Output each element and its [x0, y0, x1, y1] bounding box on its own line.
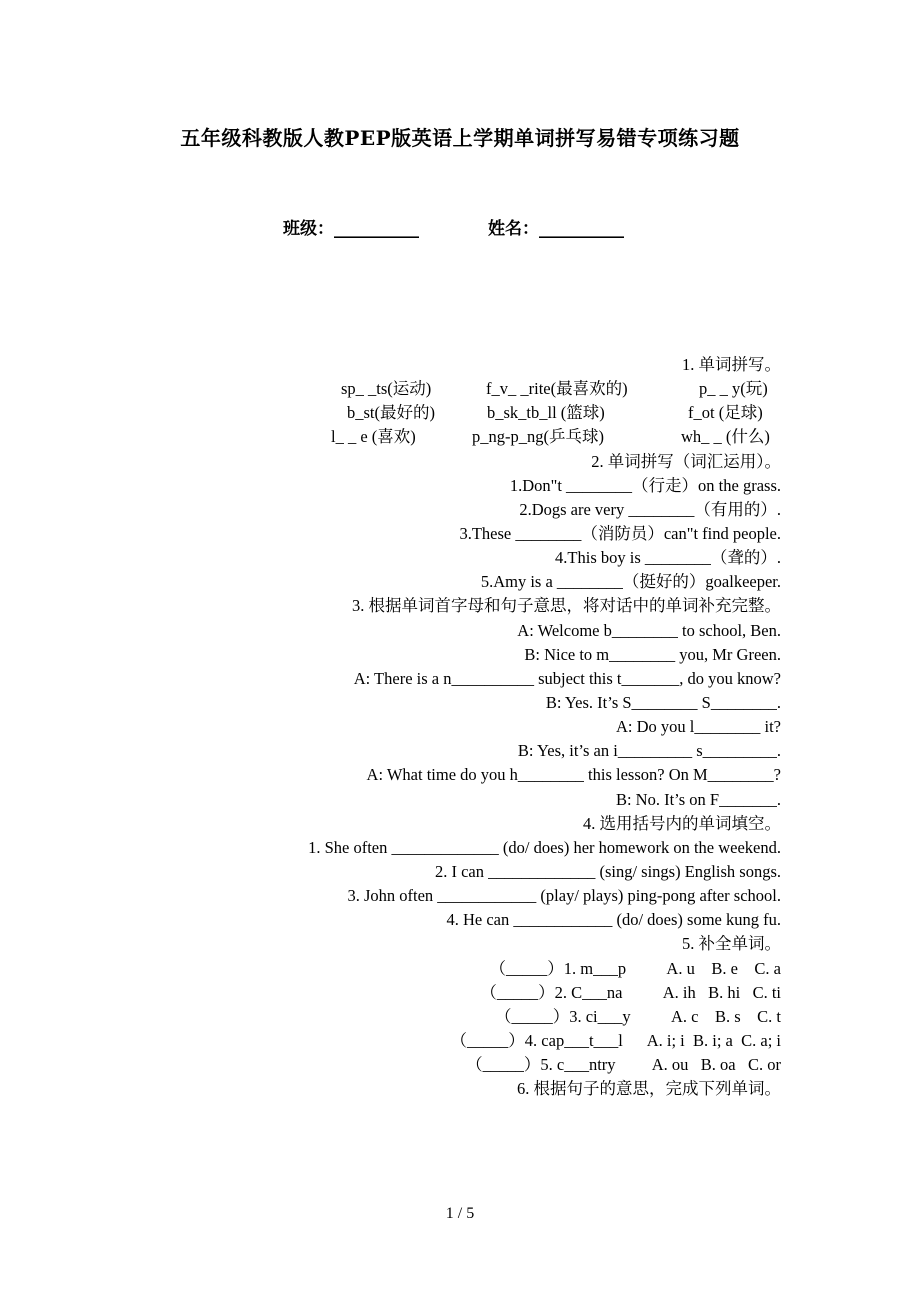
dialogue-line: A: There is a n__________ subject this t_______, do you know? — [353, 668, 781, 688]
choice-item: （_____）4. cap___t___l A. i; i B. i; a C. a; i — [450, 1030, 781, 1050]
word-item: f_v_ _rite(最喜欢的) — [486, 379, 628, 399]
word-item: b_sk_tb_ll (篮球) — [487, 403, 605, 423]
word-item: sp_ _ts(运动) — [341, 379, 432, 399]
word-item: p_ng-p_ng(乒乓球) — [472, 427, 604, 447]
section4-heading: 4. 选用括号内的单词填空。 — [583, 813, 781, 833]
section1-heading: 1. 单词拼写。 — [682, 355, 781, 374]
question-item: 4. He can ____________ (do/ does) some kung fu. — [446, 910, 781, 930]
section1-row — [81, 425, 781, 449]
word-item: f_ot (足球) — [688, 403, 763, 423]
question-item: 3.These ________（消防员）can"t find people. — [459, 523, 781, 543]
word-item: wh_ _ (什么) — [681, 427, 770, 447]
section6-heading: 6. 根据句子的意思，完成下列单词。 — [517, 1079, 781, 1099]
name-field-label: 姓名：__________ — [488, 219, 624, 239]
section3-heading: 3. 根据单词首字母和句子意思，将对话中的单词补充完整。 — [352, 596, 781, 616]
section1-row — [81, 401, 781, 425]
dialogue-line: B: Yes, it’s an i_________ s_________. — [517, 741, 781, 761]
question-item: 2.Dogs are very ________（有用的）. — [519, 499, 781, 519]
question-item: 4.This boy is ________（聋的）. — [555, 548, 781, 568]
question-item: 3. John often ____________ (play/ plays) ping-pong after school. — [347, 886, 781, 906]
dialogue-line: B: Nice to m________ you, Mr Green. — [524, 644, 781, 664]
dialogue-line: B: No. It’s on F_______. — [615, 789, 781, 809]
choice-item: （_____）5. c___ntry A. ou B. oa C. or — [466, 1055, 781, 1075]
section1-row — [81, 377, 781, 401]
section2-heading: 2. 单词拼写（词汇运用）。 — [591, 451, 781, 471]
question-item: 5.Amy is a ________（挺好的）goalkeeper. — [480, 572, 781, 592]
dialogue-line: A: What time do you h________ this lesson? On M________? — [366, 765, 781, 785]
dialogue-line: A: Welcome b________ to school, Ben. — [517, 620, 781, 640]
page-number: 1 / 5 — [445, 1205, 475, 1222]
dialogue-line: A: Do you l________ it? — [616, 717, 781, 737]
choice-item: （_____）2. C___na A. ih B. hi C. ti — [480, 982, 781, 1002]
word-item: b_st(最好的) — [347, 403, 435, 423]
class-field-label: 班级：__________ — [283, 219, 419, 239]
page-title: 五年级科教版人教PEP版英语上学期单词拼写易错专项练习题 — [180, 126, 740, 150]
exercise-body — [81, 353, 781, 1101]
word-item: l_ _ e (喜欢) — [331, 427, 416, 447]
word-item: p_ _ y(玩) — [699, 379, 768, 399]
question-item: 1.Don"t ________（行走）on the grass. — [509, 475, 781, 495]
choice-item: （_____）1. m___p A. u B. e C. a — [489, 958, 781, 978]
question-item: 2. I can _____________ (sing/ sings) English songs. — [434, 861, 781, 881]
question-item: 1. She often _____________ (do/ does) her homework on the weekend. — [308, 837, 781, 857]
choice-item: （_____）3. ci___y A. c B. s C. t — [494, 1006, 781, 1026]
dialogue-line: B: Yes. It’s S________ S________. — [545, 692, 781, 712]
section5-heading: 5. 补全单词。 — [682, 934, 781, 954]
